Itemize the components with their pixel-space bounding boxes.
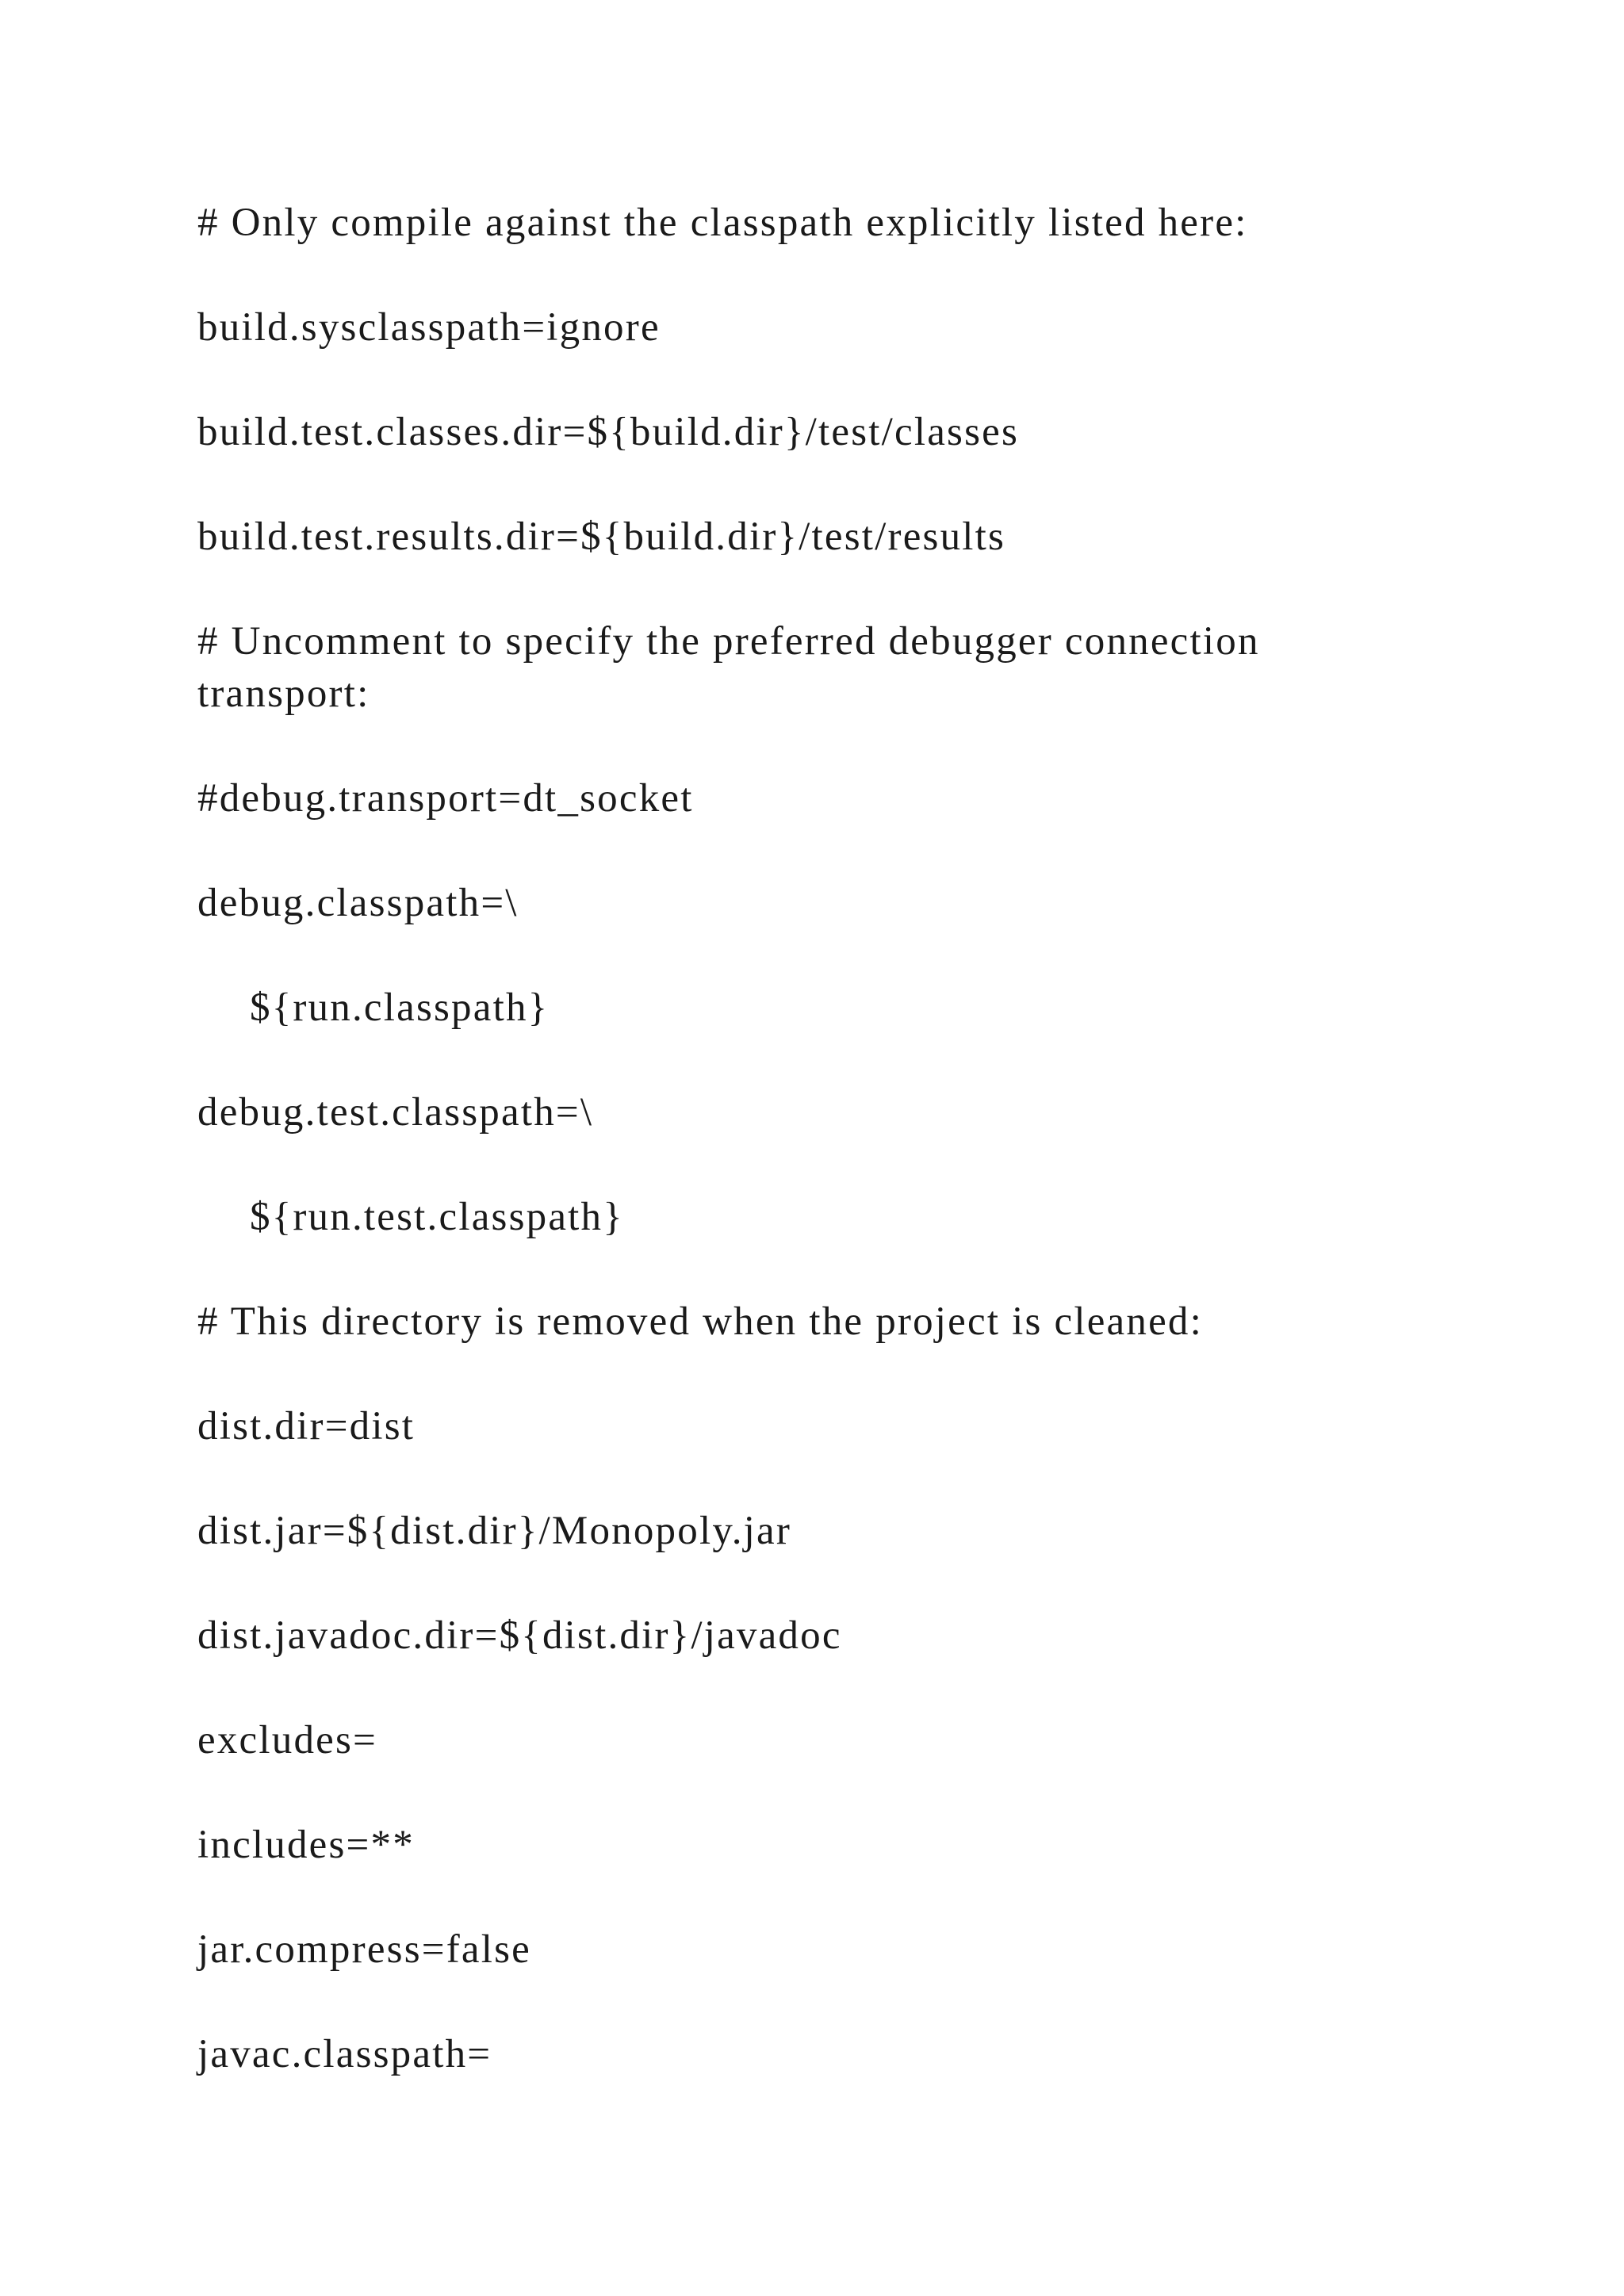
comment-line-debugger-transport: # Uncomment to specify the preferred debugger connection transport: (197, 619, 1272, 716)
property-dist-javadoc-dir: dist.javadoc.dir=${dist.dir}/javadoc (197, 1613, 842, 1658)
property-build-test-classes-dir: build.test.classes.dir=${build.dir}/test/classes (197, 410, 1020, 454)
property-continuation-run-test-classpath: ${run.test.classpath} (250, 1195, 624, 1239)
property-dist-dir: dist.dir=dist (197, 1404, 416, 1448)
property-debug-test-classpath: debug.test.classpath=\ (197, 1090, 594, 1135)
property-continuation-run-classpath: ${run.classpath} (250, 985, 550, 1030)
property-build-test-results-dir: build.test.results.dir=${build.dir}/test/results (197, 515, 1006, 559)
property-jar-compress: jar.compress=false (197, 1927, 531, 1972)
property-javac-classpath: javac.classpath= (197, 2032, 492, 2076)
property-dist-jar: dist.jar=${dist.dir}/Monopoly.jar (197, 1509, 792, 1553)
document-body (197, 197, 1434, 2080)
comment-line-dist-directory: # This directory is removed when the project is cleaned: (197, 1299, 1203, 1344)
property-includes: includes=** (197, 1823, 415, 1867)
property-excludes: excludes= (197, 1718, 377, 1762)
property-debug-transport: #debug.transport=dt_socket (197, 776, 694, 821)
property-build-sysclasspath: build.sysclasspath=ignore (197, 305, 661, 350)
property-debug-classpath: debug.classpath=\ (197, 881, 519, 925)
comment-line-compile-classpath: # Only compile against the classpath explicitly listed here: (197, 201, 1248, 245)
